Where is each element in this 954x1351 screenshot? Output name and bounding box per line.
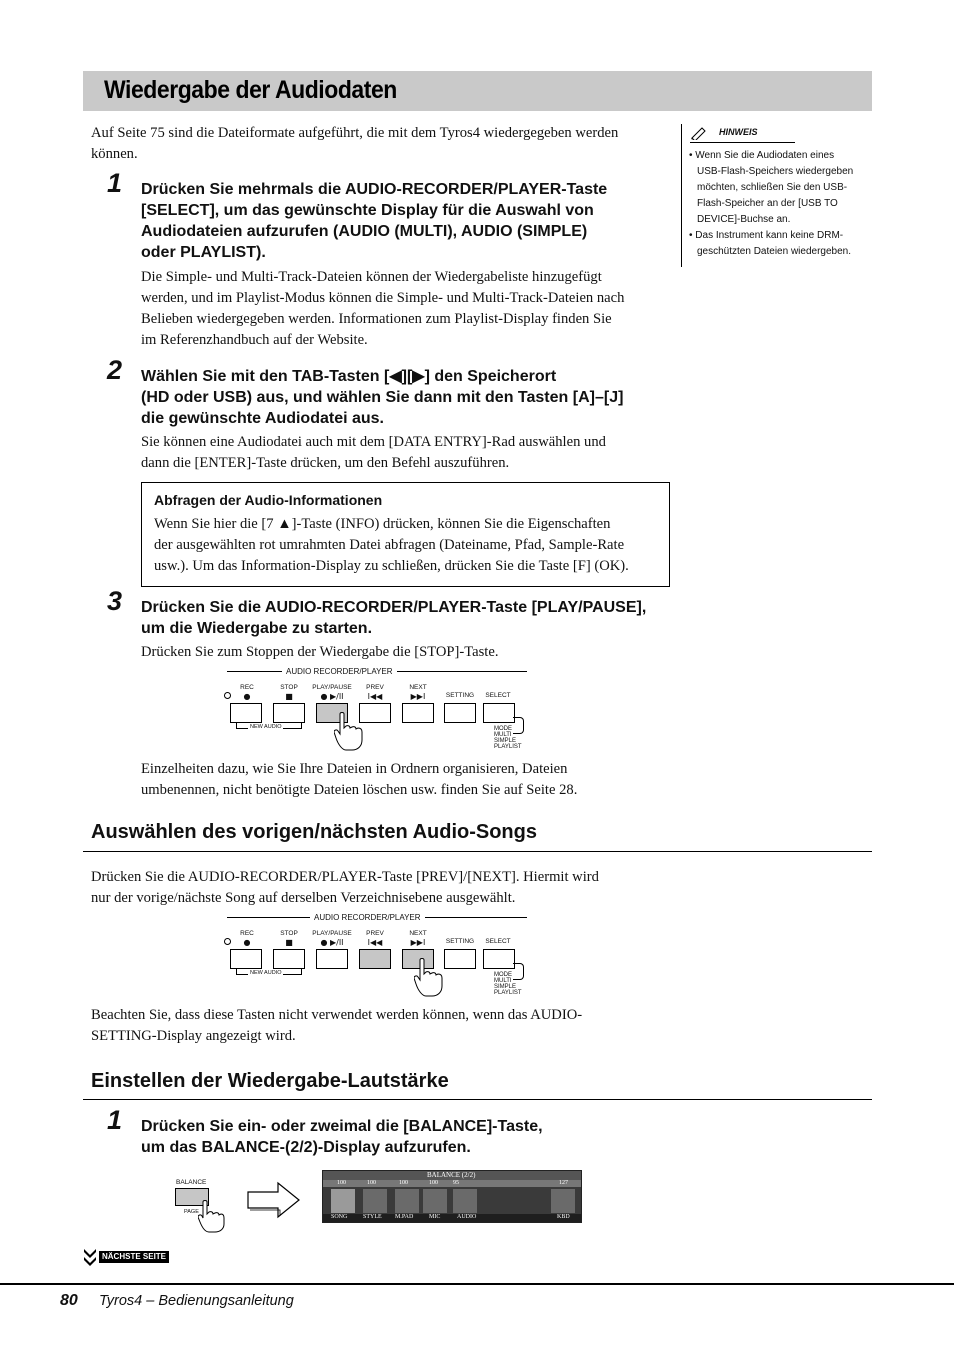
rec-lamp bbox=[224, 938, 231, 945]
step-1-body-1: Die Simple- und Multi-Track-Dateien können der Wiedergabeliste hinzugefügt bbox=[141, 269, 602, 285]
step-2-body-2: dann die [ENTER]-Taste drücken, um den Befehl auszuführen. bbox=[141, 455, 510, 471]
mode-multi: MULTI bbox=[494, 732, 512, 738]
info-box-line-1: Wenn Sie hier die [7 ▲]-Taste (INFO) drücken, können Sie die Eigenschaften bbox=[154, 516, 611, 532]
rec-button[interactable] bbox=[230, 949, 262, 969]
step-1-heading-2: [SELECT], um das gewünschte Display für die Auswahl von bbox=[141, 202, 594, 219]
hinweis-line-5: DEVICE]-Buchse an. bbox=[697, 214, 791, 225]
fader-audio bbox=[453, 1189, 477, 1213]
channel-mpad: M.PAD bbox=[395, 1214, 414, 1220]
label-rec: REC bbox=[240, 930, 254, 937]
prev-symbol: I◀◀ bbox=[367, 692, 383, 701]
value-mpad: 100 bbox=[399, 1180, 408, 1186]
step-3-heading-1: Drücken Sie die AUDIO-RECORDER/PLAYER-Taste [PLAY/PAUSE], bbox=[141, 599, 647, 616]
prev-symbol: I◀◀ bbox=[367, 938, 383, 947]
step-2-heading-1: Wählen Sie mit den TAB-Tasten [◀][▶] den Speicherort bbox=[141, 368, 557, 385]
channel-kbd: KBD bbox=[557, 1214, 570, 1220]
hinweis-divider bbox=[681, 124, 682, 267]
fader-style bbox=[363, 1189, 387, 1213]
display-channel-row bbox=[323, 1214, 581, 1222]
label-prev: PREV bbox=[366, 684, 384, 691]
display-value-row bbox=[323, 1180, 581, 1187]
step-3-body: Drücken Sie zum Stoppen der Wiedergabe die [STOP]-Taste. bbox=[141, 644, 499, 660]
label-setting: SETTING bbox=[445, 692, 475, 699]
label-select: SELECT bbox=[485, 692, 511, 699]
hinweis-line-7: geschützten Dateien wiedergeben. bbox=[697, 246, 851, 257]
stop-symbol: ■ bbox=[285, 692, 293, 701]
step-1-heading-4: oder PLAYLIST). bbox=[141, 244, 266, 261]
step-3-number: 3 bbox=[107, 586, 123, 616]
step-1-heading-1: Drücken Sie mehrmals die AUDIO-RECORDER/PLAYER-Taste bbox=[141, 181, 608, 198]
double-chevron-down-icon bbox=[83, 1248, 97, 1268]
hinweis-line-2: USB-Flash-Speichers wiedergeben bbox=[697, 166, 854, 177]
fader-kbd bbox=[551, 1189, 575, 1213]
page-number: 80 bbox=[60, 1292, 78, 1309]
hinweis-header bbox=[690, 126, 795, 143]
balance-label: BALANCE bbox=[176, 1179, 207, 1186]
info-box-line-2: der ausgewählten rot umrahmten Datei abfragen (Dateiname, Pfad, Sample-Rate bbox=[154, 537, 625, 553]
value-audio: 95 bbox=[453, 1180, 459, 1186]
step-1-number: 1 bbox=[107, 168, 123, 198]
value-kbd: 127 bbox=[559, 1180, 568, 1186]
new-audio-label: NEW AUDIO bbox=[250, 970, 282, 976]
channel-mic: MIC bbox=[429, 1214, 441, 1220]
section-2-rule bbox=[83, 851, 872, 852]
balance-display bbox=[322, 1170, 582, 1223]
stop-symbol: ■ bbox=[285, 938, 293, 947]
section-2-after-1: Beachten Sie, dass diese Tasten nicht verwendet werden können, wenn das AUDIO- bbox=[91, 1007, 583, 1023]
play-pause-symbol: ● ▶/II bbox=[320, 938, 344, 947]
rec-symbol: ● bbox=[243, 692, 251, 701]
intro-line-1: Auf Seite 75 sind die Dateiformate aufgeführt, die mit dem Tyros4 wiedergegeben werden bbox=[91, 125, 619, 141]
mode-playlist: PLAYLIST bbox=[494, 990, 522, 996]
audio-panel-diagram-1 bbox=[222, 668, 532, 758]
step-2-body-1: Sie können eine Audiodatei auch mit dem [DATA ENTRY]-Rad auswählen und bbox=[141, 434, 606, 450]
mode-simple: SIMPLE bbox=[494, 984, 517, 990]
section-3-step-number: 1 bbox=[107, 1105, 123, 1135]
hinweis-line-1: • Wenn Sie die Audiodaten eines bbox=[689, 150, 835, 161]
step-2-heading-3: die gewünschte Audiodatei aus. bbox=[141, 410, 384, 427]
section-3-heading: Einstellen der Wiedergabe-Lautstärke bbox=[91, 1070, 449, 1092]
next-symbol: ▶▶I bbox=[410, 692, 426, 701]
fader-song bbox=[331, 1189, 355, 1213]
label-rec: REC bbox=[240, 684, 254, 691]
stop-button[interactable] bbox=[273, 949, 305, 969]
value-song: 100 bbox=[337, 1180, 346, 1186]
step-3-after-1: Einzelheiten dazu, wie Sie Ihre Dateien in Ordnern organisieren, Dateien bbox=[141, 761, 568, 777]
section-2-heading: Auswählen des vorigen/nächsten Audio-Songs bbox=[91, 821, 537, 843]
label-stop: STOP bbox=[280, 684, 298, 691]
page-title-bar bbox=[83, 71, 872, 111]
rec-lamp bbox=[224, 692, 231, 699]
label-play-pause: PLAY/PAUSE bbox=[312, 684, 352, 691]
label-play-pause: PLAY/PAUSE bbox=[312, 930, 352, 937]
info-box bbox=[141, 482, 670, 587]
pencil-icon bbox=[690, 126, 708, 140]
next-symbol: ▶▶I bbox=[410, 938, 426, 947]
mode-playlist: PLAYLIST bbox=[494, 744, 522, 750]
page-title: Wiedergabe der Audiodaten bbox=[104, 76, 397, 104]
audio-panel-diagram-2 bbox=[222, 914, 532, 1004]
hand-pointer-icon bbox=[198, 1200, 230, 1234]
rec-button[interactable] bbox=[230, 703, 262, 723]
section-3-rule bbox=[83, 1099, 872, 1100]
label-setting: SETTING bbox=[445, 938, 475, 945]
mode-label: MODE bbox=[494, 972, 512, 978]
step-2-heading-2: (HD oder USB) aus, und wählen Sie dann mit den Tasten [A]–[J] bbox=[141, 389, 624, 406]
fader-mpad bbox=[395, 1189, 419, 1213]
section-2-body-1: Drücken Sie die AUDIO-RECORDER/PLAYER-Taste [PREV]/[NEXT]. Hiermit wird bbox=[91, 869, 599, 885]
hinweis-line-6: • Das Instrument kann keine DRM- bbox=[689, 230, 844, 241]
section-2-body-2: nur der vorige/nächste Song auf derselben Verzeichnisebene ausgewählt. bbox=[91, 890, 516, 906]
step-1-body-4: im Referenzhandbuch auf der Website. bbox=[141, 332, 368, 348]
step-3-heading-2: um die Wiedergabe zu starten. bbox=[141, 620, 373, 637]
panel-title: AUDIO RECORDER/PLAYER bbox=[282, 667, 397, 676]
label-prev: PREV bbox=[366, 930, 384, 937]
section-3-step-heading-1: Drücken Sie ein- oder zweimal die [BALANCE]-Taste, bbox=[141, 1118, 543, 1135]
setting-button[interactable] bbox=[444, 703, 476, 723]
hinweis-line-3: möchten, schließen Sie den USB- bbox=[697, 182, 848, 193]
hand-pointer-icon bbox=[414, 958, 450, 998]
next-page-label: NÄCHSTE SEITE bbox=[99, 1251, 169, 1263]
select-button[interactable] bbox=[483, 703, 515, 723]
step-3-after-2: umbenennen, nicht benötigte Dateien löschen usw. finden Sie auf Seite 28. bbox=[141, 782, 578, 798]
play-pause-button[interactable] bbox=[316, 949, 348, 969]
mode-multi: MULTI bbox=[494, 978, 512, 984]
rec-symbol: ● bbox=[243, 938, 251, 947]
channel-song: SONG bbox=[331, 1214, 348, 1220]
value-style: 100 bbox=[367, 1180, 376, 1186]
channel-style: STYLE bbox=[363, 1214, 382, 1220]
select-button[interactable] bbox=[483, 949, 515, 969]
label-stop: STOP bbox=[280, 930, 298, 937]
next-button[interactable] bbox=[402, 703, 434, 723]
section-3-step-heading-2: um das BALANCE-(2/2)-Display aufzurufen. bbox=[141, 1139, 471, 1156]
hinweis-line-4: Flash-Speicher an der [USB TO bbox=[697, 198, 838, 209]
fader-mic bbox=[423, 1189, 447, 1213]
display-title: BALANCE (2/2) bbox=[427, 1171, 476, 1179]
mode-simple: SIMPLE bbox=[494, 738, 517, 744]
info-box-line-3: usw.). Um das Information-Display zu schließen, drücken Sie die Taste [F] (OK). bbox=[154, 558, 629, 574]
step-2-number: 2 bbox=[107, 355, 123, 385]
label-next: NEXT bbox=[409, 684, 427, 691]
balance-button-diagram bbox=[170, 1174, 240, 1234]
stop-button[interactable] bbox=[273, 703, 305, 723]
footer-manual-title: Tyros4 – Bedienungsanleitung bbox=[99, 1293, 294, 1309]
mode-labels bbox=[494, 972, 522, 996]
prev-button[interactable] bbox=[359, 949, 391, 969]
label-select: SELECT bbox=[485, 938, 511, 945]
mode-labels bbox=[494, 726, 522, 750]
next-page-marker[interactable] bbox=[83, 1248, 183, 1268]
value-mic: 100 bbox=[429, 1180, 438, 1186]
new-audio-label: NEW AUDIO bbox=[250, 724, 282, 730]
mode-label: MODE bbox=[494, 726, 512, 732]
hinweis-label: HINWEIS bbox=[719, 127, 758, 137]
step-1-body-2: werden, und im Playlist-Modus können die Simple- und Multi-Track-Dateien nach bbox=[141, 290, 625, 306]
footer-rule bbox=[0, 1283, 954, 1285]
play-pause-symbol: ● ▶/II bbox=[320, 692, 344, 701]
hand-pointer-icon bbox=[334, 712, 370, 752]
intro-line-2: können. bbox=[91, 146, 138, 162]
section-2-after-2: SETTING-Display angezeigt wird. bbox=[91, 1028, 296, 1044]
page-label: PAGE bbox=[184, 1209, 199, 1215]
info-box-heading: Abfragen der Audio-Informationen bbox=[154, 492, 383, 508]
step-1-heading-3: Audiodateien aufzurufen (AUDIO (MULTI), AUDIO (SIMPLE) bbox=[141, 223, 588, 240]
step-1-body-3: Belieben wiedergegeben werden. Informationen zum Playlist-Display finden Sie bbox=[141, 311, 612, 327]
label-next: NEXT bbox=[409, 930, 427, 937]
channel-audio: AUDIO bbox=[457, 1214, 477, 1220]
arrow-right-icon bbox=[246, 1181, 302, 1219]
panel-title: AUDIO RECORDER/PLAYER bbox=[310, 913, 425, 922]
